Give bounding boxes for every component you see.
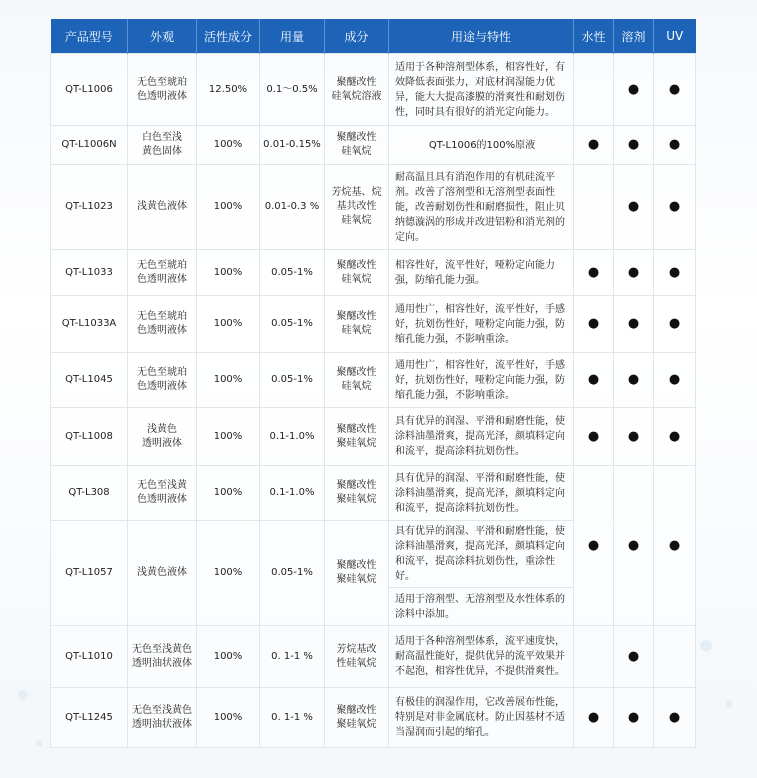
usage-cell: 有极佳的润湿作用，它改善展布性能，特别是对非金属底材。防止因基材不适当湿润而引起的缩孔。 <box>389 688 574 748</box>
dosage-cell: 0. 1-1 % <box>260 688 325 748</box>
table-row <box>51 296 696 353</box>
dosage-cell: 0.01-0.3 % <box>260 165 325 250</box>
active-cell: 100% <box>197 353 260 408</box>
water-mark: ● <box>574 688 614 748</box>
active-cell: 100% <box>197 165 260 250</box>
uv-mark: ● <box>654 408 696 466</box>
active-cell: 12.50% <box>197 54 260 126</box>
dosage-cell: 0. 1-1 % <box>260 626 325 688</box>
appearance-cell: 无色至浅黄 色透明液体 <box>128 466 197 521</box>
usage-cell: 具有优异的润湿、平滑和耐磨性能，使涂料油墨滑爽，提高光泽，颜填料定向和流平，提高涂料抗划伤性。 <box>389 466 574 521</box>
solvent-mark: ● <box>614 54 654 126</box>
table-row <box>51 688 696 748</box>
model-cell: QT-L1033 <box>51 250 128 296</box>
component-cell: 聚醚改性 聚硅氧烷 <box>325 521 389 626</box>
uv-mark: ● <box>654 296 696 353</box>
table-row <box>51 250 696 296</box>
dosage-cell: 0.1-1.0% <box>260 466 325 521</box>
water-mark: ● <box>574 126 614 165</box>
table-row <box>51 126 696 165</box>
decorative-bubble <box>18 690 28 700</box>
dosage-cell: 0.1-1.0% <box>260 408 325 466</box>
active-cell: 100% <box>197 626 260 688</box>
header-active-content: 活性成分 <box>197 19 260 54</box>
model-cell: QT-L1010 <box>51 626 128 688</box>
component-cell: 聚醚改性 硅氧烷 <box>325 296 389 353</box>
table-row <box>51 408 696 466</box>
table-row <box>51 466 696 521</box>
table-row <box>51 165 696 250</box>
uv-mark: ● <box>654 165 696 250</box>
dosage-cell: 0.05-1% <box>260 250 325 296</box>
usage-cell: 适用于各种溶剂型体系，相容性好，有效降低表面张力，对底材润湿能力优异，能大大提高漆膜的滑爽性和耐划伤性，同时具有很好的消光定向能力。 <box>389 54 574 126</box>
active-cell: 100% <box>197 688 260 748</box>
water-mark-merged: ● <box>574 466 614 626</box>
component-cell: 芳烷基改 性硅氧烷 <box>325 626 389 688</box>
component-cell: 聚醚改性 硅氧烷 <box>325 250 389 296</box>
water-mark: ● <box>574 250 614 296</box>
water-mark <box>574 54 614 126</box>
usage-cell: 通用性广，相容性好，流平性好，手感好，抗划伤性好，哑粉定向能力强，防缩孔能力强，不影响重涂。 <box>389 296 574 353</box>
appearance-cell: 浅黄色液体 <box>128 521 197 626</box>
appearance-cell: 无色至浅黄色 透明油状液体 <box>128 688 197 748</box>
dosage-cell: 0.05-1% <box>260 521 325 626</box>
header-uv: UV <box>654 19 696 54</box>
usage-cell: 相容性好，流平性好，哑粉定向能力强，防缩孔能力强。 <box>389 250 574 296</box>
model-cell: QT-L308 <box>51 466 128 521</box>
active-cell: 100% <box>197 466 260 521</box>
model-cell: QT-L1006 <box>51 54 128 126</box>
dosage-cell: 0.05-1% <box>260 296 325 353</box>
dosage-cell: 0.01-0.15% <box>260 126 325 165</box>
uv-mark: ● <box>654 126 696 165</box>
dosage-cell: 0.05-1% <box>260 353 325 408</box>
model-cell: QT-L1057 <box>51 521 128 626</box>
model-cell: QT-L1008 <box>51 408 128 466</box>
component-cell: 聚醚改性 硅氧烷 <box>325 126 389 165</box>
active-cell: 100% <box>197 408 260 466</box>
header-appearance: 外观 <box>128 19 197 54</box>
solvent-mark: ● <box>614 688 654 748</box>
solvent-mark-merged: ● <box>614 466 654 626</box>
active-cell: 100% <box>197 250 260 296</box>
usage-cell-extra: 适用于溶剂型、无溶剂型及水性体系的涂料中添加。 <box>389 588 574 626</box>
uv-mark: ● <box>654 688 696 748</box>
appearance-cell: 无色至琥珀 色透明液体 <box>128 353 197 408</box>
dosage-cell: 0.1～0.5% <box>260 54 325 126</box>
active-cell: 100% <box>197 126 260 165</box>
appearance-cell: 无色至琥珀 色透明液体 <box>128 296 197 353</box>
component-cell: 聚醚改性 聚硅氧烷 <box>325 688 389 748</box>
uv-mark <box>654 626 696 688</box>
water-mark: ● <box>574 296 614 353</box>
header-usage-features: 用途与特性 <box>389 19 574 54</box>
model-cell: QT-L1045 <box>51 353 128 408</box>
decorative-bubble <box>36 740 43 747</box>
uv-mark: ● <box>654 353 696 408</box>
component-cell: 聚醚改性 硅氧烷 <box>325 353 389 408</box>
product-spec-table <box>50 19 696 748</box>
uv-mark-merged: ● <box>654 466 696 626</box>
product-table-container <box>50 19 695 748</box>
solvent-mark: ● <box>614 165 654 250</box>
component-cell: 芳烷基、烷 基共改性 硅氧烷 <box>325 165 389 250</box>
active-cell: 100% <box>197 296 260 353</box>
uv-mark: ● <box>654 54 696 126</box>
active-cell: 100% <box>197 521 260 626</box>
water-mark: ● <box>574 353 614 408</box>
appearance-cell: 浅黄色 透明液体 <box>128 408 197 466</box>
water-mark: ● <box>574 408 614 466</box>
usage-cell: 通用性广，相容性好，流平性好，手感好，抗划伤性好，哑粉定向能力强，防缩孔能力强，不影响重涂。 <box>389 353 574 408</box>
appearance-cell: 无色至琥珀 色透明液体 <box>128 54 197 126</box>
solvent-mark: ● <box>614 126 654 165</box>
usage-cell: 具有优异的润湿、平滑和耐磨性能，使涂料油墨滑爽，提高光泽，颜填料定向和流平，提高涂料抗划伤性。 <box>389 408 574 466</box>
solvent-mark: ● <box>614 408 654 466</box>
decorative-bubble <box>725 700 733 708</box>
model-cell: QT-L1023 <box>51 165 128 250</box>
usage-cell: QT-L1006的100%原液 <box>389 126 574 165</box>
header-model: 产品型号 <box>51 19 128 54</box>
solvent-mark: ● <box>614 296 654 353</box>
appearance-cell: 浅黄色液体 <box>128 165 197 250</box>
solvent-mark: ● <box>614 626 654 688</box>
model-cell: QT-L1033A <box>51 296 128 353</box>
table-header-row <box>51 19 696 54</box>
header-dosage: 用量 <box>260 19 325 54</box>
water-mark <box>574 165 614 250</box>
table-row <box>51 626 696 688</box>
component-cell: 聚醚改性 聚硅氧烷 <box>325 466 389 521</box>
usage-cell: 耐高温且具有消泡作用的有机硅流平剂。改善了溶剂型和无溶剂型表面性能，改善耐划伤性和耐磨损性，阻止贝纳德漩涡的形成并改进铝粉和消光剂的定向。 <box>389 165 574 250</box>
component-cell: 聚醚改性 聚硅氧烷 <box>325 408 389 466</box>
solvent-mark: ● <box>614 250 654 296</box>
water-mark <box>574 626 614 688</box>
header-water-based: 水性 <box>574 19 614 54</box>
usage-cell: 适用于各种溶剂型体系，流平速度快，耐高温性能好，提供优异的流平效果并不起泡，相容性优异，不提供滑爽性。 <box>389 626 574 688</box>
model-cell: QT-L1006N <box>51 126 128 165</box>
solvent-mark: ● <box>614 353 654 408</box>
appearance-cell: 无色至琥珀 色透明液体 <box>128 250 197 296</box>
appearance-cell: 无色至浅黄色 透明油状液体 <box>128 626 197 688</box>
appearance-cell: 白色至浅 黄色固体 <box>128 126 197 165</box>
uv-mark: ● <box>654 250 696 296</box>
header-component: 成分 <box>325 19 389 54</box>
decorative-bubble <box>700 640 712 652</box>
table-row <box>51 353 696 408</box>
usage-cell: 具有优异的润湿、平滑和耐磨性能，使涂料油墨滑爽，提高光泽，颜填料定向和流平，提高涂料抗划伤性，重涂性好。 <box>389 521 574 588</box>
component-cell: 聚醚改性 硅氧烷溶液 <box>325 54 389 126</box>
header-solvent: 溶剂 <box>614 19 654 54</box>
table-row <box>51 54 696 126</box>
model-cell: QT-L1245 <box>51 688 128 748</box>
